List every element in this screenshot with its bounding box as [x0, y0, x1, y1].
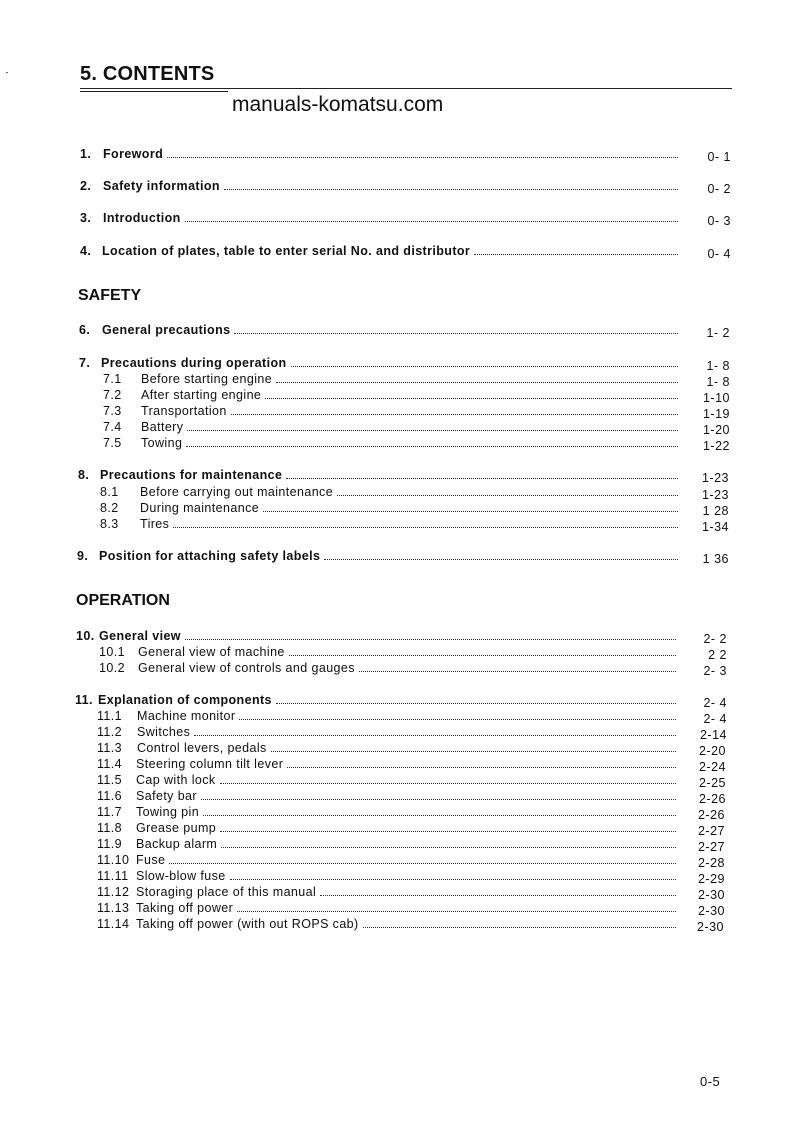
dot-leader — [203, 815, 676, 816]
toc-entry-label: Safety bar — [136, 789, 197, 803]
dot-leader — [291, 366, 678, 367]
toc-entry — [100, 485, 688, 499]
toc-entry-page: 2-26 — [697, 808, 725, 822]
dot-leader — [320, 895, 676, 896]
toc-entry-page: 0- 4 — [707, 247, 731, 261]
dot-leader — [224, 189, 678, 190]
toc-entry — [103, 404, 688, 418]
toc-entry-label: Foreword — [103, 147, 164, 161]
dot-leader — [169, 863, 676, 864]
toc-entry-page: 2-27 — [697, 840, 725, 854]
toc-entry — [97, 885, 686, 899]
toc-entry-label: Cap with lock — [136, 773, 216, 787]
toc-entry-label: Safety information — [103, 179, 220, 193]
dot-leader — [265, 398, 678, 399]
dot-leader — [230, 879, 676, 880]
toc-entry-label: Precautions during operation — [101, 356, 287, 370]
toc-entry-label: Towing — [141, 436, 183, 450]
toc-entry-number: 10. — [76, 629, 95, 643]
toc-entry-page: 1- 2 — [706, 326, 730, 340]
toc-entry-number: 11.5 — [97, 773, 123, 787]
toc-entry-page: 2- 4 — [703, 696, 727, 710]
dot-leader — [187, 430, 678, 431]
dot-leader — [271, 751, 676, 752]
watermark-text: manuals-komatsu.com — [232, 93, 444, 116]
dot-leader — [474, 254, 678, 255]
toc-entry — [100, 501, 688, 515]
toc-entry-label: Storaging place of this manual — [136, 885, 317, 899]
toc-entry-label: Control levers, pedals — [137, 741, 267, 755]
toc-entry-number: 11.11 — [97, 869, 129, 883]
toc-entry-label: During maintenance — [140, 501, 260, 515]
toc-entry-label: Towing pin — [136, 805, 200, 819]
toc-entry-page: 1-19 — [702, 407, 730, 421]
dot-leader — [231, 414, 678, 415]
toc-entry — [97, 917, 686, 931]
dot-leader — [167, 157, 678, 158]
toc-entry — [97, 757, 686, 771]
toc-entry-label: General view of controls and gauges — [138, 661, 355, 675]
toc-entry-label: Location of plates, table to enter serial No. and distributor — [102, 244, 471, 258]
toc-entry-page: 0- 3 — [707, 214, 731, 228]
toc-entry — [100, 517, 688, 531]
dot-leader — [359, 671, 676, 672]
toc-entry-page: 1-20 — [702, 423, 730, 437]
toc-entry — [97, 869, 686, 883]
toc-entry — [97, 805, 686, 819]
toc-entry — [76, 629, 686, 643]
toc-entry-number: 7.4 — [103, 420, 122, 434]
toc-entry-label: Grease pump — [136, 821, 217, 835]
toc-entry-label: Before carrying out maintenance — [140, 485, 334, 499]
toc-entry-label: Slow-blow fuse — [136, 869, 226, 883]
toc-entry — [97, 773, 686, 787]
toc-entry-page: 1- 8 — [706, 359, 730, 373]
toc-entry-page: 1-23 — [701, 488, 729, 502]
dot-leader — [201, 799, 676, 800]
toc-entry-number: 11.14 — [97, 917, 130, 931]
toc-entry-label: Taking off power — [136, 901, 234, 915]
toc-entry-label: Position for attaching safety labels — [99, 549, 321, 563]
page-title: 5. CONTENTS — [80, 63, 215, 85]
toc-entry-number: 6. — [79, 323, 91, 337]
toc-entry — [103, 372, 688, 386]
dot-leader — [337, 495, 678, 496]
toc-entry-label: Explanation of components — [98, 693, 272, 707]
toc-entry-number: 10.1 — [99, 645, 125, 659]
toc-entry-label: General view — [99, 629, 181, 643]
toc-entry-label: Switches — [137, 725, 191, 739]
toc-entry-number: 7.3 — [103, 404, 122, 418]
toc-entry-number: 9. — [77, 549, 89, 563]
section-heading-operation: OPERATION — [76, 592, 170, 609]
toc-entry-number: 11.12 — [97, 885, 130, 899]
toc-entry-number: 8.2 — [100, 501, 119, 515]
toc-entry-number: 11.6 — [97, 789, 123, 803]
toc-entry-number: 7.5 — [103, 436, 122, 450]
toc-entry-label: General view of machine — [138, 645, 285, 659]
toc-entry-label: Machine monitor — [137, 709, 236, 723]
dot-leader — [363, 927, 676, 928]
toc-entry-page: 2 2 — [708, 648, 727, 662]
toc-entry-number: 10.2 — [99, 661, 125, 675]
toc-entry-page: 2-29 — [697, 872, 725, 886]
toc-entry-page: 2-14 — [699, 728, 727, 742]
toc-entry-page: 1 28 — [702, 504, 729, 518]
dot-leader — [173, 527, 678, 528]
toc-entry — [103, 436, 688, 450]
toc-entry-page: 2-28 — [697, 856, 725, 870]
toc-entry-page: 1 36 — [702, 552, 729, 566]
toc-entry — [97, 853, 686, 867]
toc-entry — [97, 725, 686, 739]
toc-entry-number: 1. — [80, 147, 92, 161]
toc-entry-page: 2-30 — [697, 904, 725, 918]
toc-entry-label: Steering column tilt lever — [136, 757, 284, 771]
toc-entry-number: 11.3 — [97, 741, 123, 755]
toc-entry-page: 2- 3 — [703, 664, 727, 678]
toc-entry-number: 11. — [75, 693, 93, 707]
toc-entry-number: 3. — [80, 211, 92, 225]
toc-entry — [79, 323, 688, 337]
toc-entry-page: 2-26 — [698, 792, 726, 806]
toc-entry — [99, 645, 686, 659]
toc-entry — [97, 901, 686, 915]
toc-entry — [80, 147, 688, 161]
toc-entry — [97, 821, 686, 835]
toc-entry-number: 7. — [79, 356, 91, 370]
toc-entry — [78, 468, 688, 482]
scan-mark — [6, 72, 8, 73]
dot-leader — [276, 703, 676, 704]
toc-entry-number: 7.2 — [103, 388, 122, 402]
dot-leader — [239, 719, 676, 720]
toc-entry-page: 2- 4 — [703, 712, 727, 726]
toc-entry-number: 8.1 — [100, 485, 119, 499]
toc-entry-number: 11.13 — [97, 901, 130, 915]
page-number: 0-5 — [700, 1074, 721, 1089]
toc-entry-page: 2-25 — [698, 776, 726, 790]
toc-entry — [103, 420, 688, 434]
toc-entry — [80, 244, 688, 258]
toc-entry — [97, 837, 686, 851]
toc-entry-page: 2-20 — [698, 744, 726, 758]
dot-leader — [220, 783, 676, 784]
toc-entry — [75, 693, 686, 707]
toc-entry — [99, 661, 686, 675]
toc-entry-page: 2-30 — [696, 920, 724, 934]
toc-entry-label: Introduction — [103, 211, 181, 225]
dot-leader — [237, 911, 676, 912]
toc-entry — [103, 388, 688, 402]
dot-leader — [289, 655, 676, 656]
toc-entry-number: 11.8 — [97, 821, 123, 835]
toc-entry-label: General precautions — [102, 323, 231, 337]
toc-entry-number: 8.3 — [100, 517, 119, 531]
toc-entry-number: 11.10 — [97, 853, 130, 867]
dot-leader — [186, 446, 678, 447]
toc-entry-label: Backup alarm — [136, 837, 218, 851]
toc-entry-label: Battery — [141, 420, 184, 434]
toc-entry — [97, 789, 686, 803]
dot-leader — [221, 847, 676, 848]
toc-entry — [77, 549, 688, 563]
toc-entry-label: Transportation — [141, 404, 227, 418]
toc-entry-page: 2-27 — [697, 824, 725, 838]
toc-entry-label: Taking off power (with out ROPS cab) — [136, 917, 359, 931]
toc-entry-number: 2. — [80, 179, 92, 193]
toc-entry-page: 1-23 — [701, 471, 729, 485]
toc-entry — [80, 211, 688, 225]
toc-entry — [97, 709, 686, 723]
dot-leader — [286, 478, 678, 479]
dot-leader — [287, 767, 676, 768]
toc-entry-label: After starting engine — [141, 388, 262, 402]
toc-entry-number: 11.2 — [97, 725, 123, 739]
toc-entry-label: Precautions for maintenance — [100, 468, 283, 482]
title-underline — [80, 91, 228, 92]
toc-entry-number: 11.9 — [97, 837, 123, 851]
toc-entry-number: 8. — [78, 468, 90, 482]
toc-entry-page: 0- 1 — [707, 150, 731, 164]
dot-leader — [234, 333, 678, 334]
toc-entry — [79, 356, 688, 370]
toc-entry-page: 0- 2 — [707, 182, 731, 196]
toc-entry-number: 7.1 — [103, 372, 122, 386]
dot-leader — [220, 831, 676, 832]
dot-leader — [185, 639, 676, 640]
toc-entry — [80, 179, 688, 193]
toc-entry-page: 1-22 — [702, 439, 730, 453]
toc-entry-page: 2-24 — [698, 760, 726, 774]
toc-entry-number: 11.7 — [97, 805, 123, 819]
toc-entry-label: Fuse — [136, 853, 166, 867]
toc-entry-page: 1-10 — [702, 391, 730, 405]
toc-entry-label: Before starting engine — [141, 372, 273, 386]
toc-entry-number: 4. — [80, 244, 92, 258]
toc-entry-page: 1-34 — [701, 520, 729, 534]
toc-entry-number: 11.4 — [97, 757, 123, 771]
toc-entry-number: 11.1 — [97, 709, 123, 723]
toc-entry-label: Tires — [140, 517, 170, 531]
toc-entry-page: 2- 2 — [703, 632, 727, 646]
dot-leader — [263, 511, 678, 512]
dot-leader — [276, 382, 678, 383]
title-rule — [80, 88, 732, 89]
toc-entry — [97, 741, 686, 755]
section-heading-safety: SAFETY — [78, 287, 142, 304]
dot-leader — [185, 221, 678, 222]
toc-entry-page: 2-30 — [697, 888, 725, 902]
dot-leader — [194, 735, 676, 736]
dot-leader — [324, 559, 678, 560]
toc-entry-page: 1- 8 — [706, 375, 730, 389]
